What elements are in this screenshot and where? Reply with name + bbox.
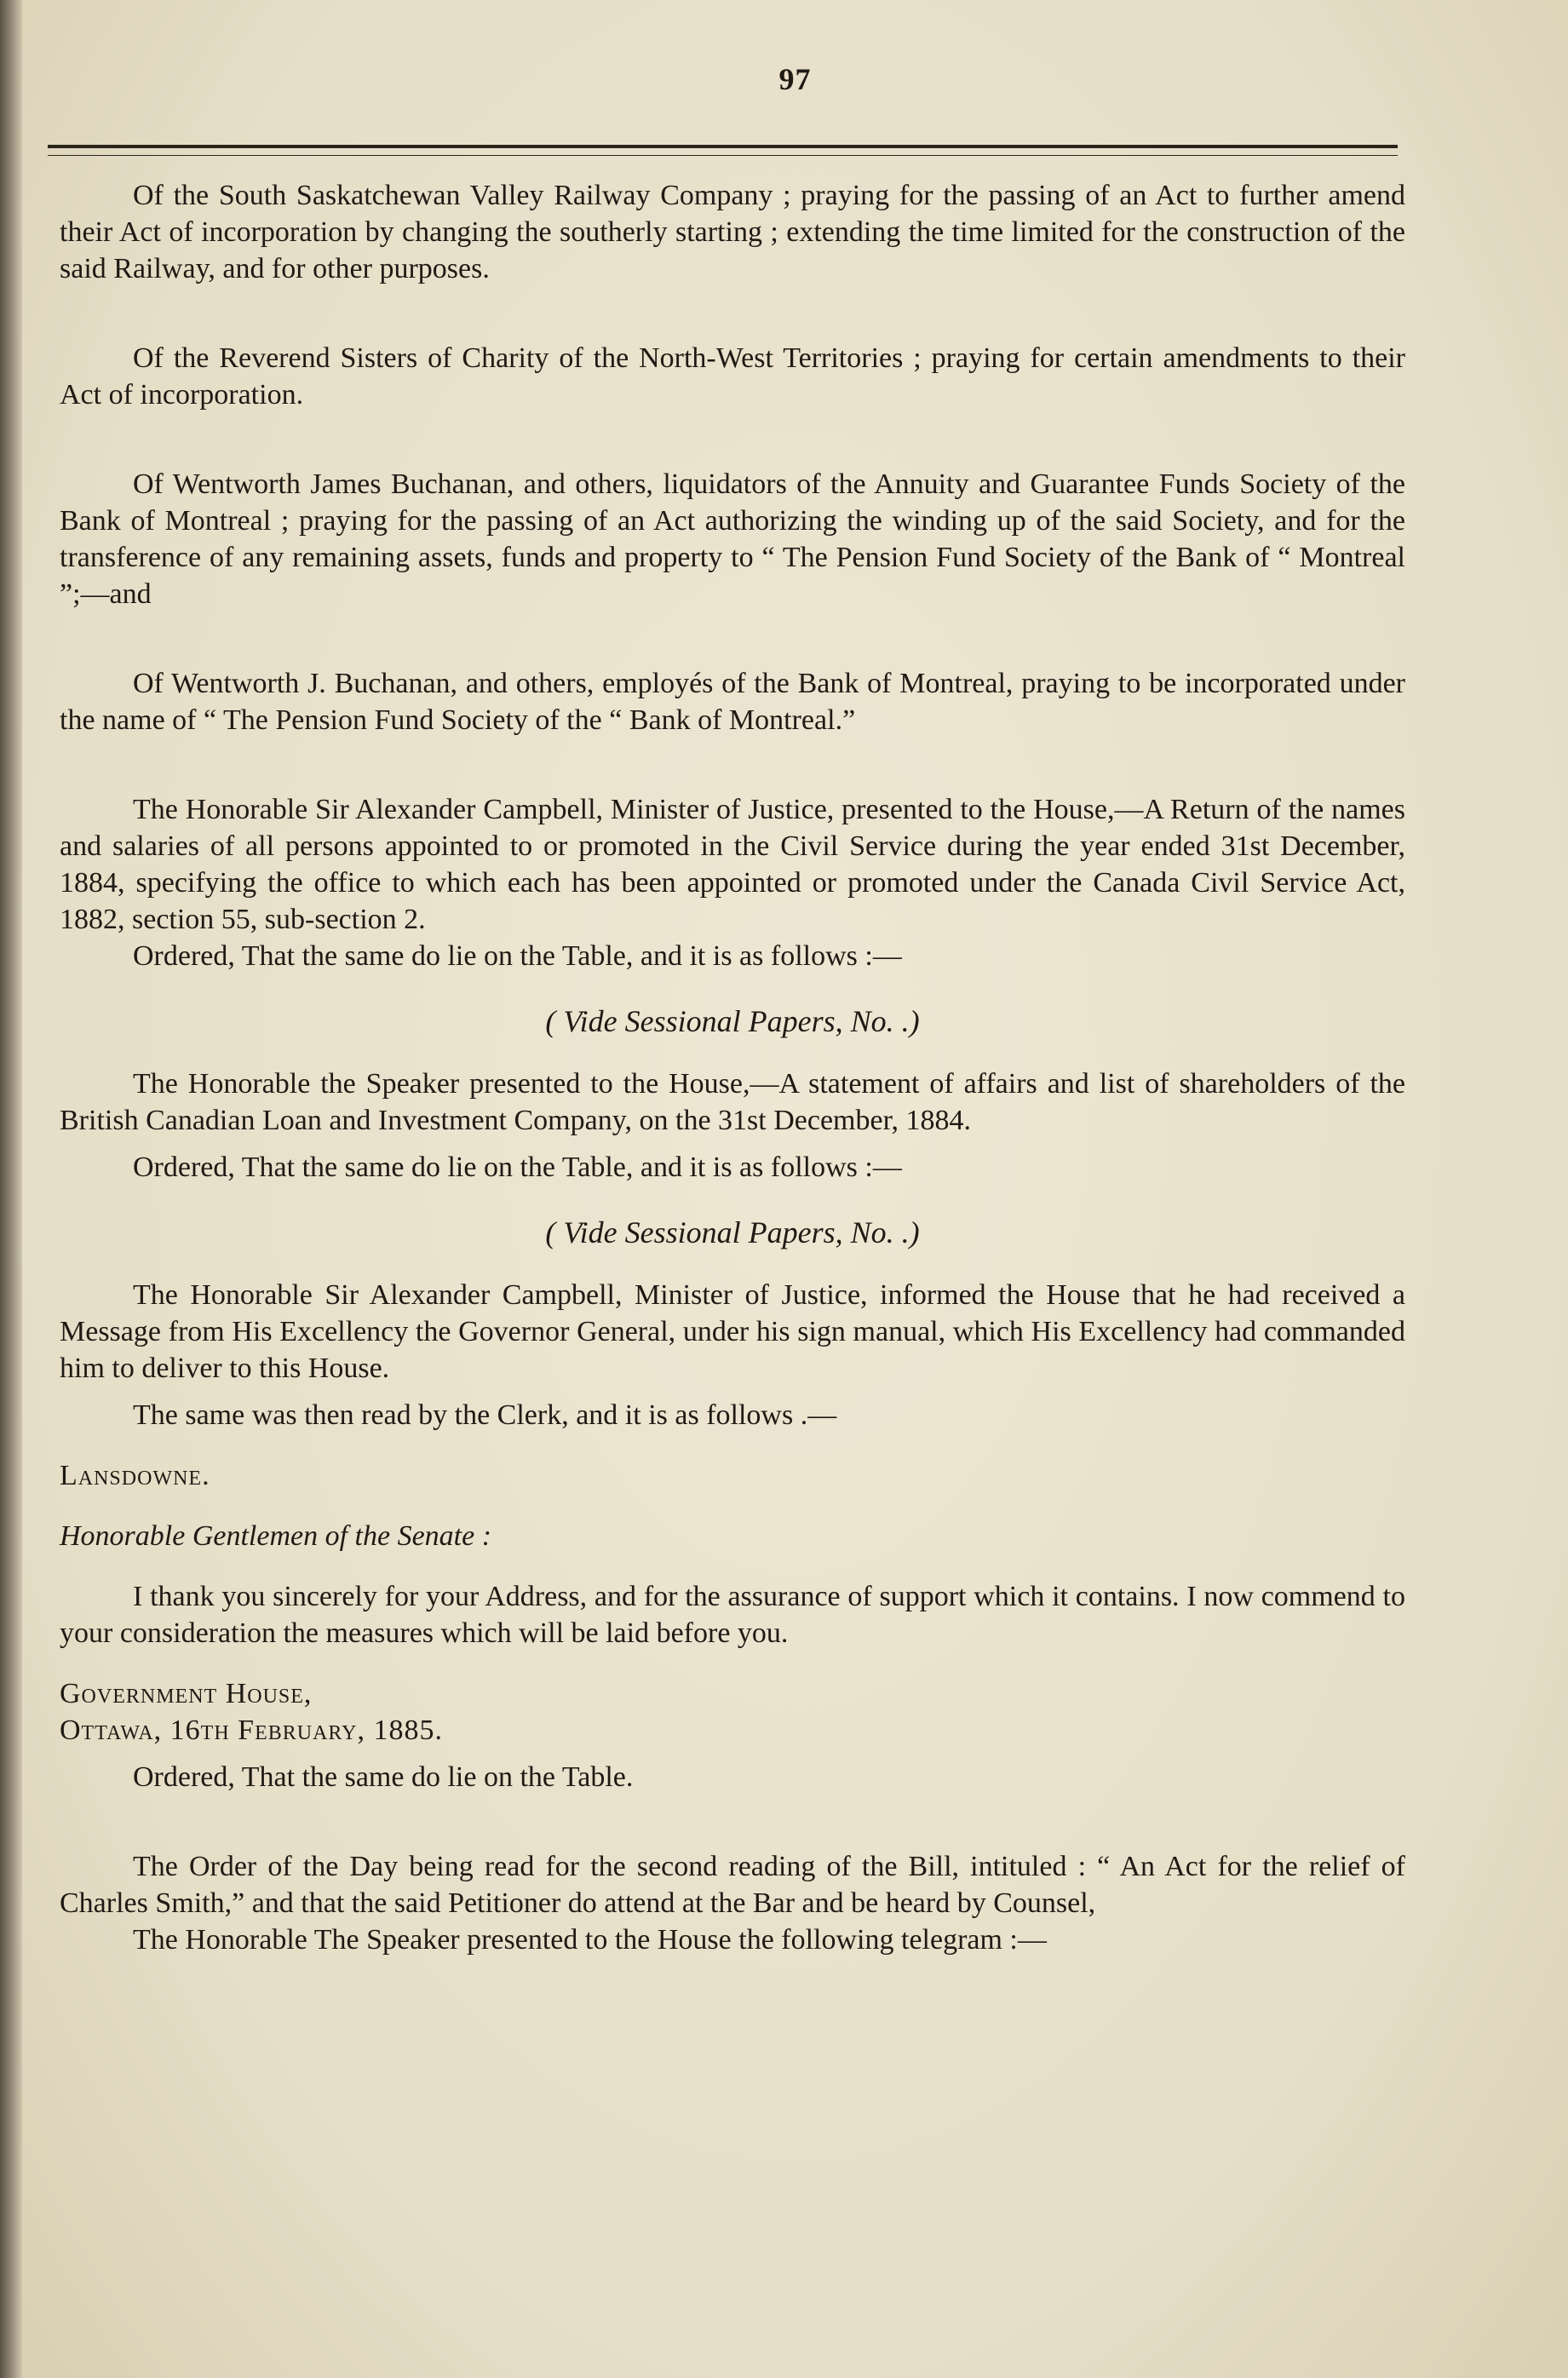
address-ottawa-date	[60, 1712, 1405, 1749]
ordered-lie-on-table: Ordered, That the same do lie on the Table, and it is as follows :—	[133, 940, 902, 972]
speaker-telegram: The Honorable The Speaker presented to the House the following telegram :—	[133, 1924, 1047, 1956]
ordered-lie-on-table: Ordered, That the same do lie on the Table, and it is as follows :—	[133, 1152, 902, 1183]
page-body	[60, 177, 1405, 1958]
header-rule	[48, 145, 1398, 156]
address-government-house: Government House,	[60, 1678, 313, 1709]
ordered-lie-on-table: Ordered, That the same do lie on the Table.	[133, 1761, 634, 1793]
petition-south-saskatchewan: Of the South Saskatchewan Valley Railway Company ; praying for the passing of an Act to further amend their Act of incorporation by changing the southerly starting ; extending the time limited for the construction of the said Railway, and for other purposes.	[60, 180, 1405, 284]
petition-pension-fund-society: Of Wentworth J. Buchanan, and others, employés of the Bank of Montreal, praying to be incorporated under the name of “ The Pension Fund Society of the “ Bank of Montreal.”	[60, 668, 1405, 736]
vide-sessional-papers: ( Vide Sessional Papers, No. .)	[545, 1004, 920, 1038]
speaker-statement-loan-company: The Honorable the Speaker presented to the House,—A statement of affairs and list of shareholders of the British Canadian Loan and Investment Company, on the 31st December, 1884.	[60, 1068, 1405, 1136]
message-governor-general: The Honorable Sir Alexander Campbell, Minister of Justice, informed the House that he had received a Message from His Excellency the Governor General, under his sign manual, which His Excellency had commanded him to deliver to this House.	[60, 1279, 1405, 1384]
salutation: Honorable Gentlemen of the Senate :	[60, 1520, 492, 1552]
read-by-clerk: The same was then read by the Clerk, and it is as follows .—	[133, 1399, 837, 1431]
signature-lansdowne: Lansdowne.	[60, 1460, 210, 1491]
page-number: 97	[778, 62, 812, 96]
return-civil-service: The Honorable Sir Alexander Campbell, Minister of Justice, presented to the House,—A Return of the names and salaries of all persons appointed to or promoted in the Civil Service during the year ended 31st December, 1884, specifying the office to which each has been appointed or promoted under the Canada Civil Service Act, 1882, section 55, sub-section 2.	[60, 794, 1405, 935]
message-body: I thank you sincerely for your Address, and for the assurance of support which it contains. I now commend to your consideration the measures which will be laid before you.	[60, 1581, 1405, 1649]
vide-sessional-papers: ( Vide Sessional Papers, No. .)	[545, 1215, 920, 1249]
book-binding-edge	[0, 0, 22, 2378]
order-of-the-day: The Order of the Day being read for the second reading of the Bill, intituled : “ An Act for the relief of Charles Smith,” and that the said Petitioner do attend at the Bar and be heard by Counsel,	[60, 1851, 1405, 1919]
document-page	[22, 0, 1568, 2378]
ottawa-line: Ottawa, 16th February, 1885.	[60, 1715, 443, 1746]
petition-sisters-of-charity: Of the Reverend Sisters of Charity of the North-West Territories ; praying for certain amendments to their Act of incorporation.	[60, 342, 1405, 411]
petition-annuity-guarantee-fund: Of Wentworth James Buchanan, and others, liquidators of the Annuity and Guarantee Funds Society of the Bank of Montreal ; praying for the passing of an Act authorizing the winding up of the said Society, and for the transference of any remaining assets, funds and property to “ The Pension Fund Society of the Bank of “ Montreal ”;—and	[60, 468, 1405, 610]
